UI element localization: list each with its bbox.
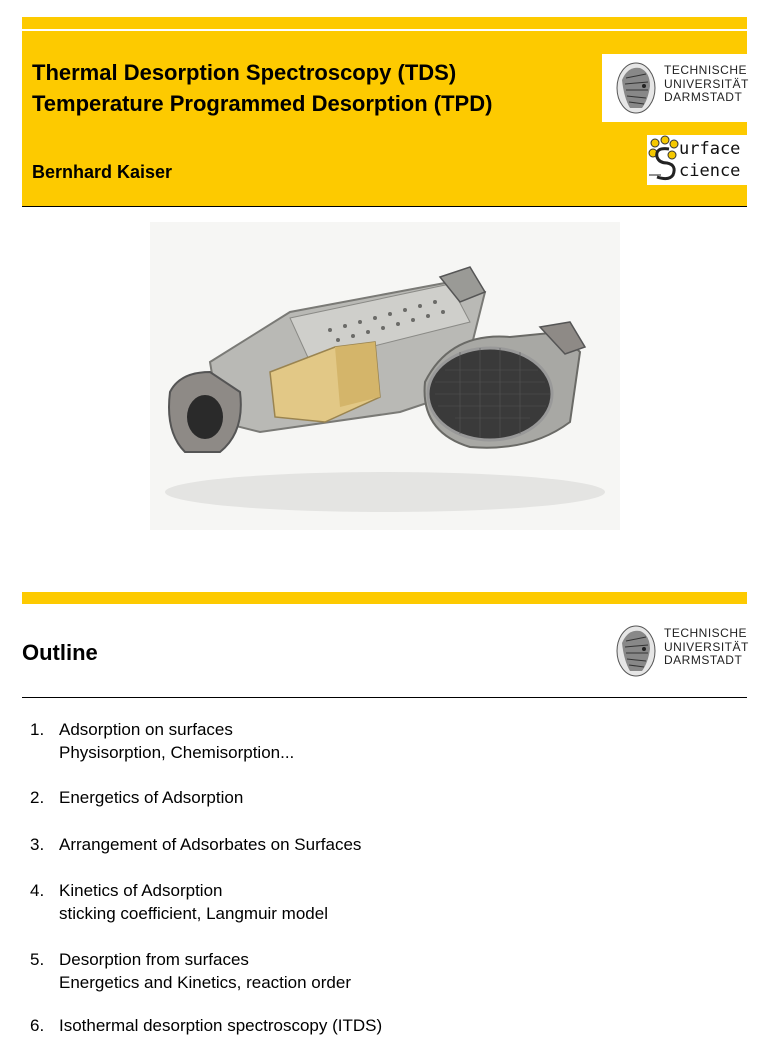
tu-darmstadt-logo <box>602 54 748 122</box>
slide-title-line-1: Thermal Desorption Spectroscopy (TDS) <box>32 60 457 85</box>
science-word: cience <box>679 161 741 181</box>
tu-darmstadt-wordmark: TECHNISCHE UNIVERSITÄT DARMSTADT <box>664 63 749 104</box>
author-name: Bernhard Kaiser <box>32 162 173 182</box>
title-band-rule <box>22 206 747 207</box>
athena-head-icon <box>614 623 658 679</box>
outline-band <box>22 592 747 604</box>
athena-head-icon <box>614 60 658 116</box>
band-divider <box>22 29 747 31</box>
tu-darmstadt-wordmark: TECHNISCHE UNIVERSITÄT DARMSTADT <box>664 626 749 667</box>
outline-rule <box>22 697 747 698</box>
catalytic-converter-image <box>150 222 620 530</box>
outline-title: Outline <box>22 640 98 665</box>
surface-science-logo <box>647 135 747 185</box>
surface-word: urface <box>679 139 741 159</box>
tu-darmstadt-logo-2 <box>602 617 748 685</box>
slide-title-line-2: Temperature Programmed Desorption (TPD) <box>32 91 493 116</box>
molecule-icon <box>647 135 681 185</box>
